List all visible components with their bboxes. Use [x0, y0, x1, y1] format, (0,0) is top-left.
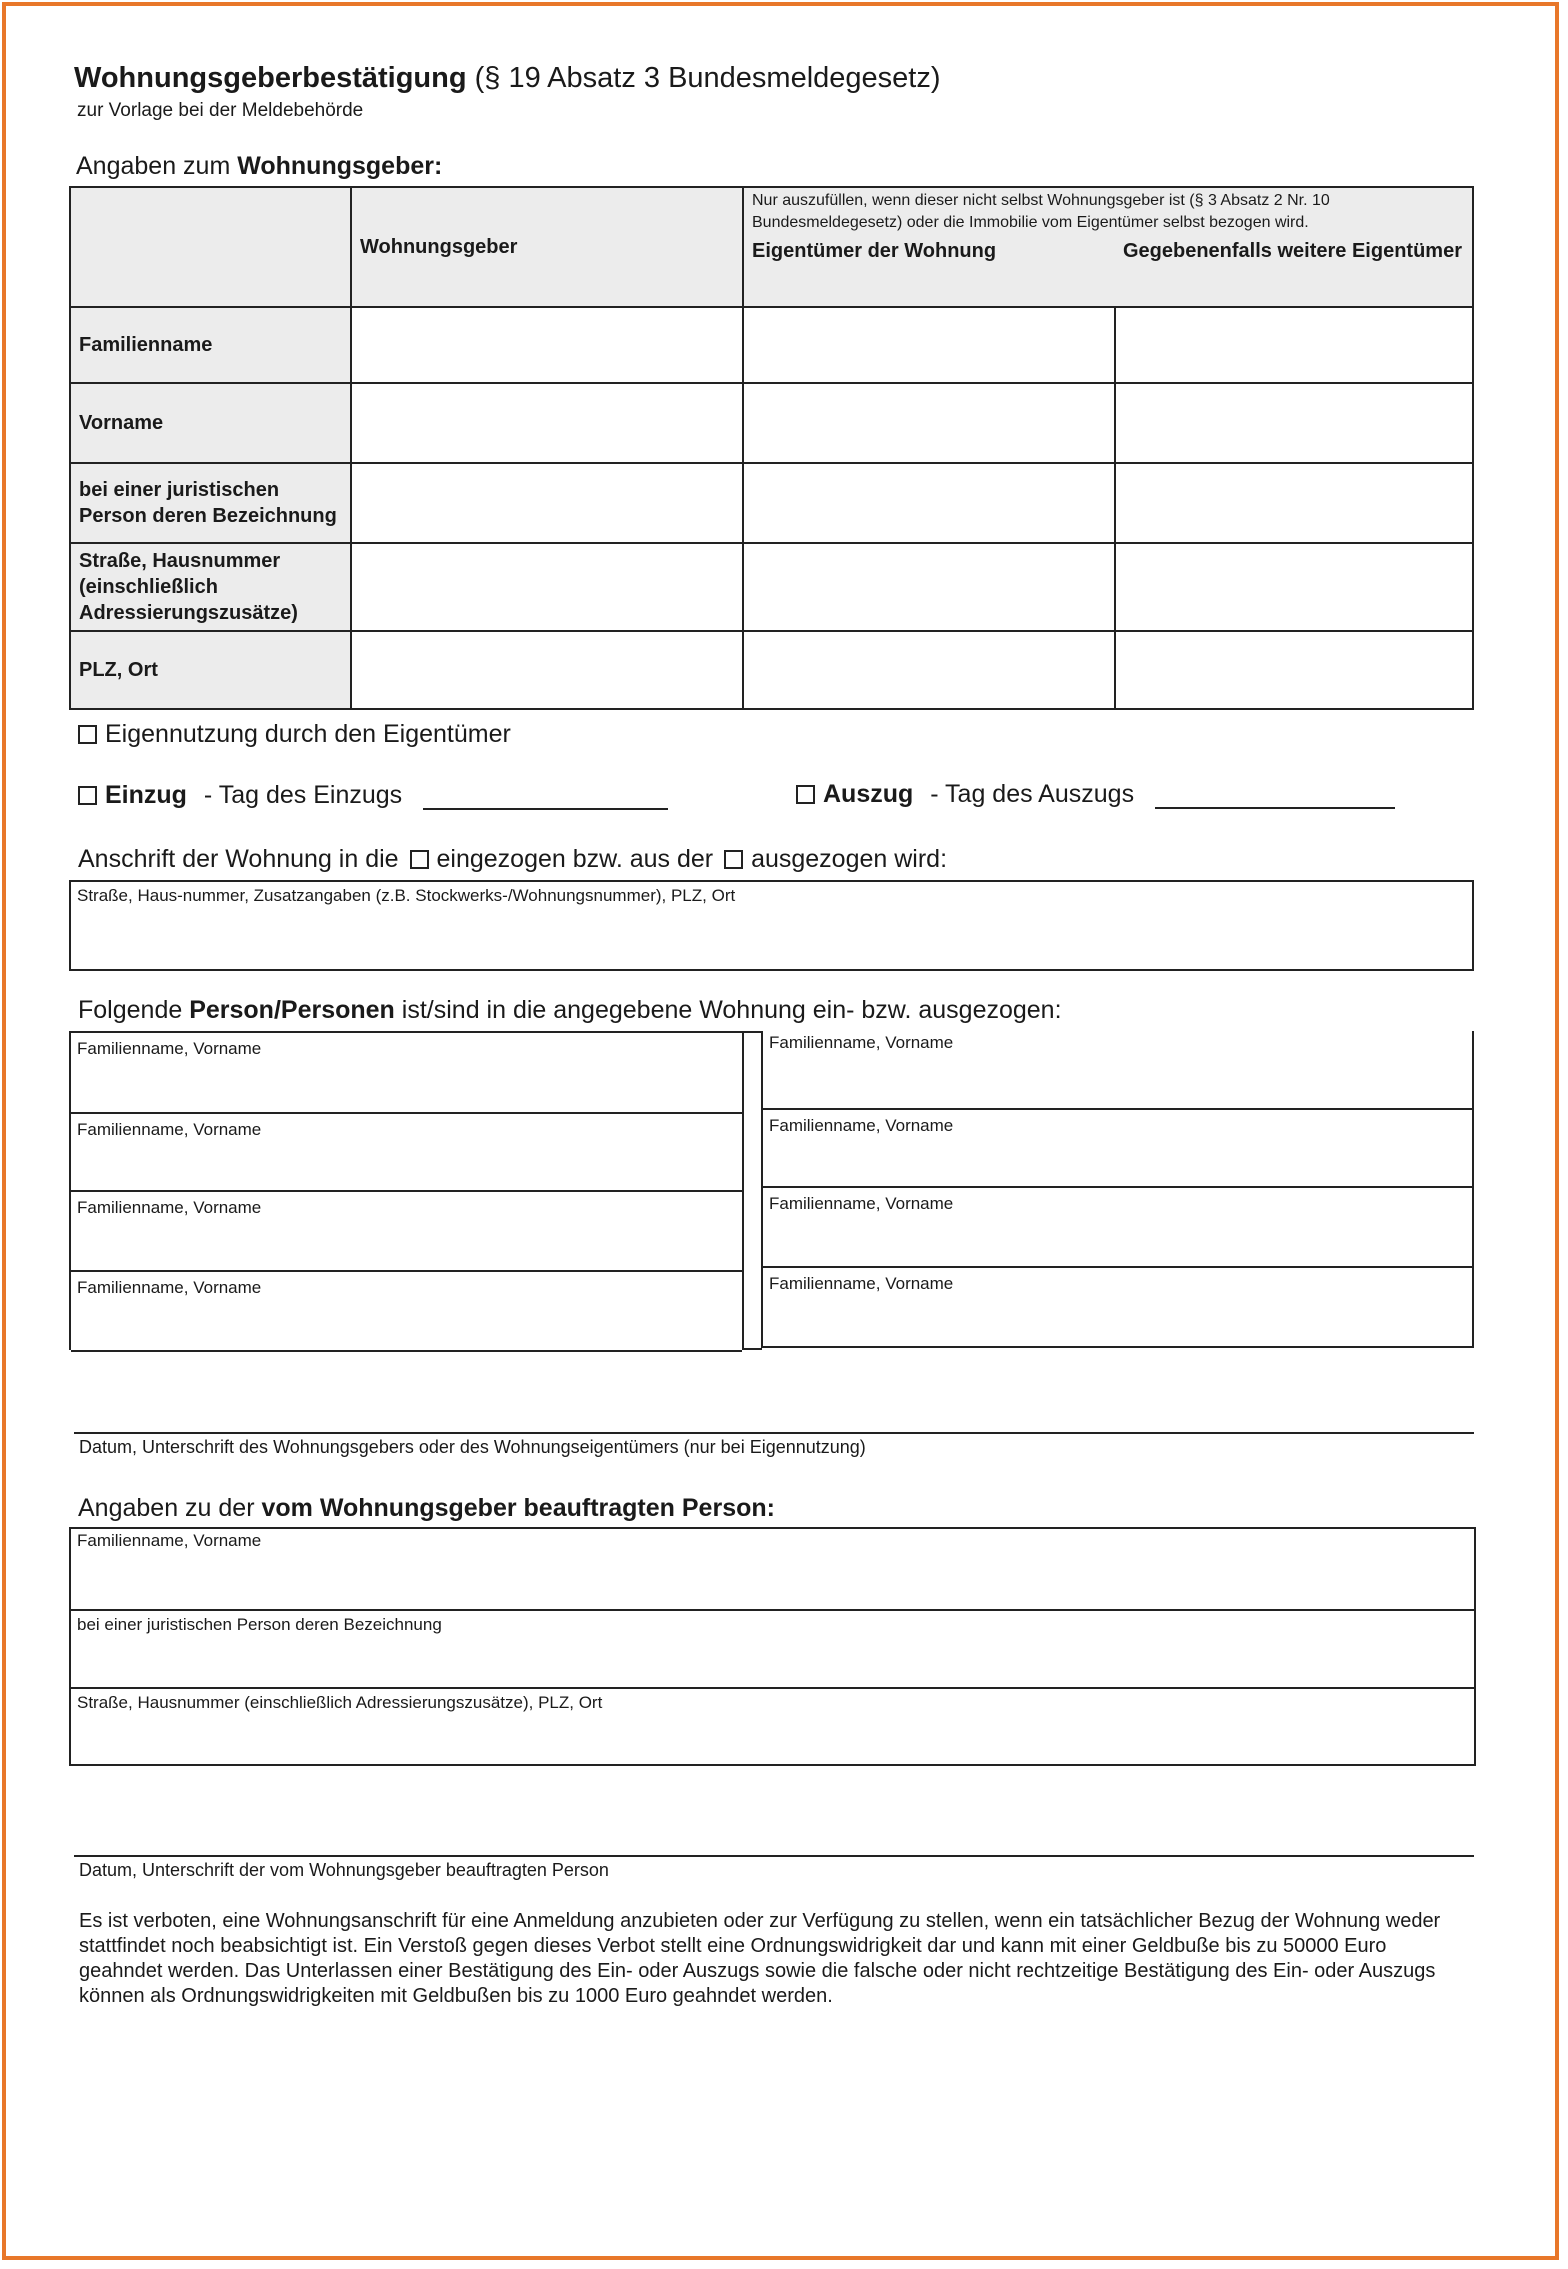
person-field-4[interactable]: Familienname, Vorname [763, 1108, 1472, 1186]
self-use-checkbox[interactable] [78, 725, 97, 744]
owner-plz-ort-cell[interactable] [743, 631, 1115, 709]
move-out-option: Auszug - Tag des Auszugs [796, 780, 1395, 809]
landlord-table [69, 186, 1474, 710]
row-label-vorname: Vorname [70, 383, 351, 463]
landlord-strasse-cell[interactable] [351, 543, 743, 631]
legal-notice: Es ist verboten, eine Wohnungsanschrift für eine Anmeldung anzubieten oder zur Verfügung zu stellen, wenn ein tatsächlicher Bezug der Wohnung weder stattfindet noch beabsichtigt ist. Ein Verstoß gegen dieses Verbot stellt eine Ordnungswidrigkeit dar und kann mit einer Geldbuße bis zu 50000 Euro geahndet werden. Das Unterlassen einer Bestätigung des Ein- oder Auszugs sowie die falsche oder nicht rechtzeitige Bestätigung des Ein- oder Auszugs können als Ordnungswidrigkeiten mit Geldbußen bis zu 1000 Euro geahndet werden. [79, 1910, 1441, 2007]
table-corner [70, 187, 351, 307]
page-title: Wohnungsgeberbestätigung (§ 19 Absatz 3 Bundesmeldegesetz) [74, 62, 941, 94]
person-field-1[interactable]: Familienname, Vorname [77, 1039, 262, 1058]
person-field-8[interactable]: Familienname, Vorname [763, 1266, 1472, 1346]
person-field-6[interactable]: Familienname, Vorname [763, 1186, 1472, 1266]
landlord-signature-caption: Datum, Unterschrift des Wohnungsgebers oder des Wohnungseigentümers (nur bei Eigennutzung) [79, 1437, 866, 1457]
person-field-5[interactable]: Familienname, Vorname [71, 1190, 742, 1270]
move-in-option: Einzug - Tag des Einzugs [78, 781, 668, 810]
person-field-7[interactable]: Familienname, Vorname [71, 1270, 742, 1352]
page-subtitle: zur Vorlage bei der Meldebehörde [77, 100, 364, 121]
moved-in-checkbox[interactable] [410, 850, 429, 869]
landlord-heading: Angaben zum Wohnungsgeber: [76, 152, 443, 180]
owner-vorname-cell[interactable] [743, 383, 1115, 463]
other-owner-strasse-cell[interactable] [1115, 543, 1473, 631]
row-label-familienname: Familienname [70, 307, 351, 383]
other-owner-bezeichnung-cell[interactable] [1115, 463, 1473, 543]
landlord-signature-line[interactable] [74, 1432, 1474, 1434]
persons-left-column [69, 1031, 744, 1350]
owner-bezeichnung-cell[interactable] [743, 463, 1115, 543]
landlord-plz-ort-cell[interactable] [351, 631, 743, 709]
row-label-plz-ort: PLZ, Ort [70, 631, 351, 709]
owner-strasse-cell[interactable] [743, 543, 1115, 631]
col-landlord: Wohnungsgeber [351, 187, 743, 307]
landlord-familienname-cell[interactable] [351, 307, 743, 383]
agent-heading: Angaben zu der vom Wohnungsgeber beauftragten Person: [78, 1494, 775, 1522]
persons-right-column [761, 1031, 1474, 1348]
col-other-owners: Gegebenenfalls weitere Eigentümer [1122, 240, 1462, 262]
person-field-2[interactable]: Familienname, Vorname [769, 1033, 954, 1052]
other-owner-vorname-cell[interactable] [1115, 383, 1473, 463]
apartment-address-field[interactable]: Straße, Haus-nummer, Zusatzangaben (z.B. Stockwerks-/Wohnungsnummer), PLZ, Ort [69, 880, 1474, 971]
col-owner: Eigentümer der Wohnung [752, 240, 997, 262]
move-in-checkbox[interactable] [78, 786, 97, 805]
other-owner-familienname-cell[interactable] [1115, 307, 1473, 383]
move-out-date-field[interactable] [1155, 783, 1395, 809]
row-label-bezeichnung: bei einer juristischen Person deren Bezeichnung [70, 463, 351, 543]
row-label-strasse: Straße, Hausnummer (einschließlich Adressierungszusätze) [70, 543, 351, 631]
landlord-vorname-cell[interactable] [351, 383, 743, 463]
self-use-option: Eigennutzung durch den Eigentümer [78, 720, 511, 749]
agent-address-field[interactable]: Straße, Hausnummer (einschließlich Adressierungszusätze), PLZ, Ort [71, 1687, 1474, 1764]
owner-header-group [743, 187, 1473, 307]
owner-note: Nur auszufüllen, wenn dieser nicht selbst Wohnungsgeber ist (§ 3 Absatz 2 Nr. 10 Bundesmeldegesetz) oder die Immobilie vom Eigentümer selbst bezogen wird. [752, 192, 1330, 231]
landlord-bezeichnung-cell[interactable] [351, 463, 743, 543]
person-field-3[interactable]: Familienname, Vorname [71, 1112, 742, 1190]
address-heading: Anschrift der Wohnung in die eingezogen bzw. aus der ausgezogen wird: [78, 845, 948, 873]
agent-signature-line[interactable] [74, 1855, 1474, 1857]
move-in-date-field[interactable] [423, 784, 668, 810]
other-owner-plz-ort-cell[interactable] [1115, 631, 1473, 709]
move-out-checkbox[interactable] [796, 785, 815, 804]
agent-box [69, 1527, 1476, 1766]
agent-name-field[interactable]: Familienname, Vorname [77, 1531, 262, 1550]
agent-bezeichnung-field[interactable]: bei einer juristischen Person deren Bezeichnung [71, 1609, 1474, 1687]
moved-out-checkbox[interactable] [724, 850, 743, 869]
agent-signature-caption: Datum, Unterschrift der vom Wohnungsgeber beauftragten Person [79, 1860, 609, 1880]
persons-column-gap [742, 1031, 762, 1350]
persons-heading: Folgende Person/Personen ist/sind in die angegebene Wohnung ein- bzw. ausgezogen: [78, 996, 1062, 1024]
owner-familienname-cell[interactable] [743, 307, 1115, 383]
